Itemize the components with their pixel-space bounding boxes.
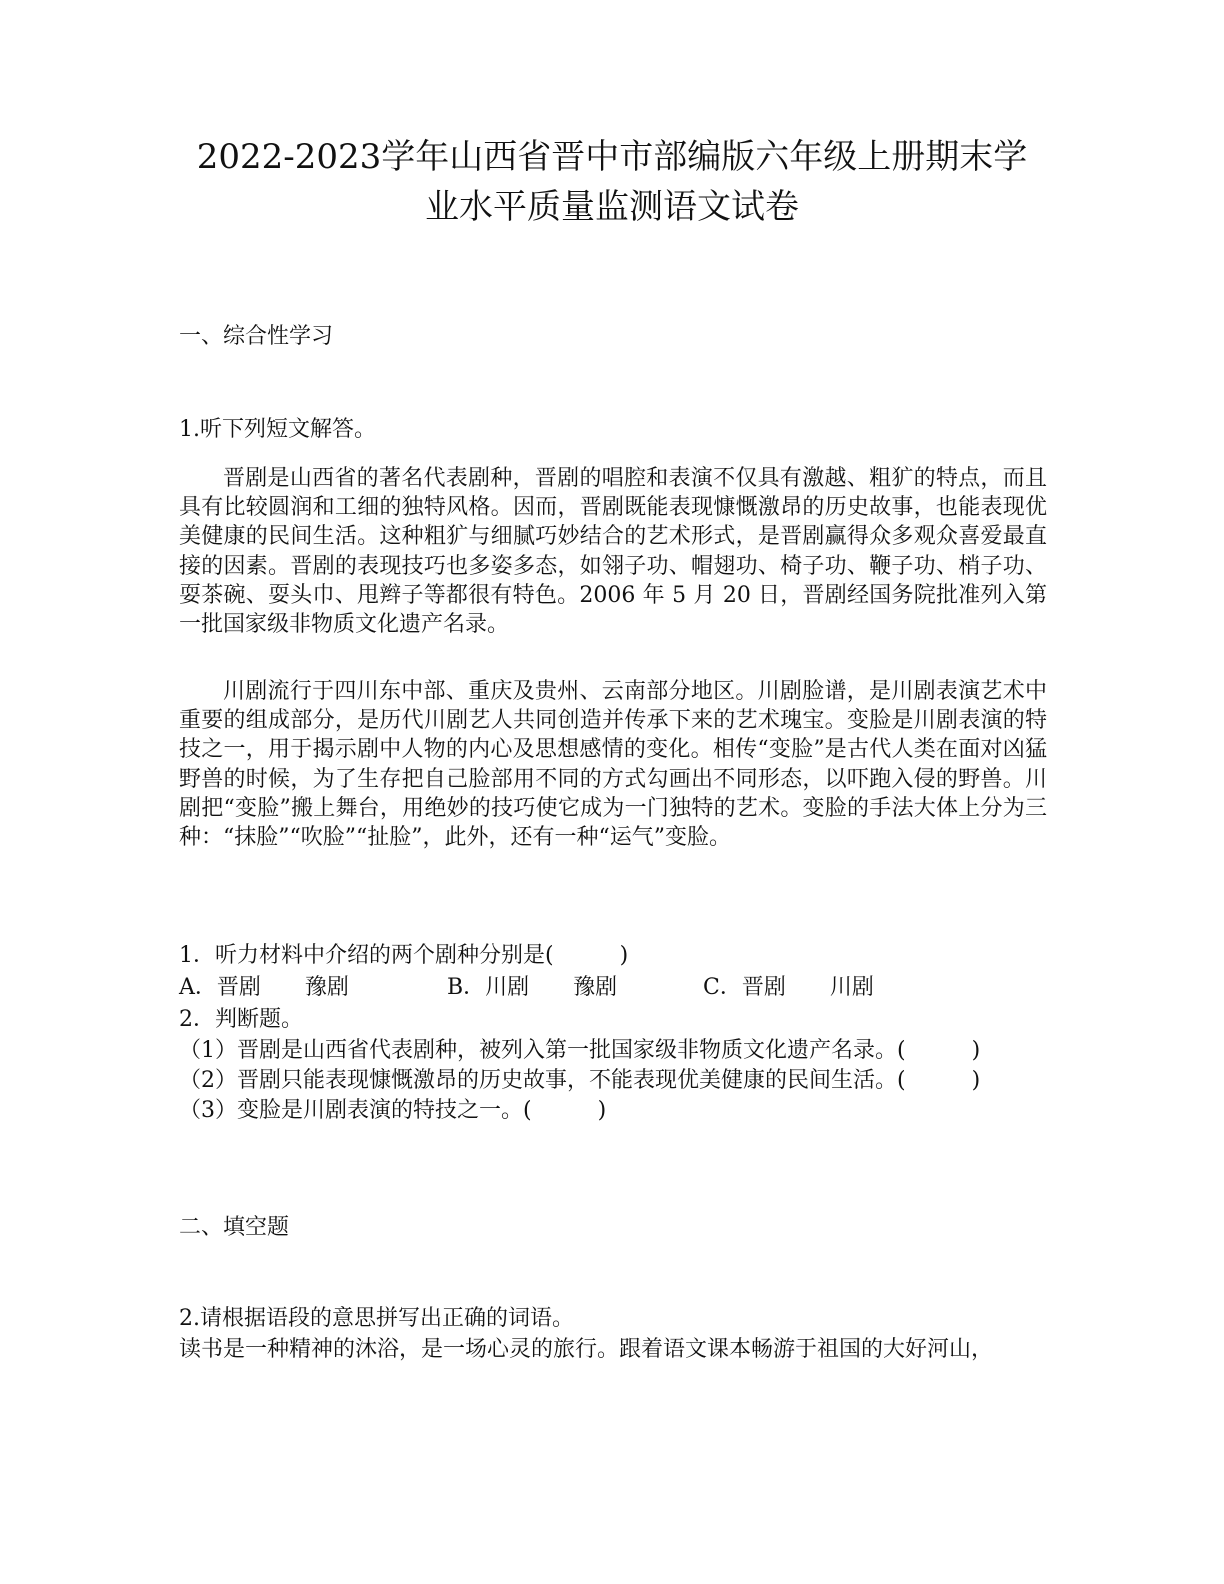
subquestion1-options — [179, 973, 1047, 1003]
option-b[interactable]: B．川剧 豫剧 — [447, 975, 618, 1000]
passage-chuanju: 川剧流行于四川东中部、重庆及贵州、云南部分地区。川剧脸谱，是川剧表演艺术中重要的组成部分，是历代川剧艺人共同创造并传承下来的艺术瑰宝。变脸是川剧表演的特技之一，用于揭示剧中人物的内心及思想感情的变化。相传“变脸”是古代人类在面对凶猛野兽的时候，为了生存把自己脸部用不同的方式勾画出不同形态，以吓跑入侵的野兽。川剧把“变脸”搬上舞台，用绝妙的技巧使它成为一门独特的艺术。变脸的手法大体上分为三种：“抹脸”“吹脸”“扯脸”，此外，还有一种“运气”变脸。 — [179, 679, 1047, 851]
passage-jinju: 晋剧是山西省的著名代表剧种，晋剧的唱腔和表演不仅具有激越、粗犷的特点，而且具有比较圆润和工细的独特风格。因而，晋剧既能表现慷慨激昂的历史故事，也能表现优美健康的民间生活。这种粗犷与细腻巧妙结合的艺术形式，是晋剧赢得众多观众喜爱最直接的因素。晋剧的表现技巧也多姿多态，如翎子功、帽翅功、椅子功、鞭子功、梢子功、耍茶碗、耍头巾、甩辫子等都很有特色。2006 年 5 月 20 日，晋剧经国务院批准列入第一批国家级非物质文化遗产名录。 — [179, 466, 1047, 638]
exam-title-line2: 业水平质量监测语文试卷 — [425, 187, 799, 227]
option-a[interactable]: A．晋剧 豫剧 — [179, 975, 349, 1000]
section1-heading: 一、综合性学习 — [179, 324, 334, 349]
subquestion1: 1．听力材料中介绍的两个剧种分别是( ) — [179, 943, 629, 968]
subquestion2: 2．判断题。 — [179, 1007, 303, 1032]
option-c[interactable]: C．晋剧 川剧 — [703, 975, 874, 1000]
exam-title — [150, 132, 1074, 232]
judge-item-3: （3）变脸是川剧表演的特技之一。( ) — [179, 1098, 607, 1123]
exam-title-line1: 2022-2023学年山西省晋中市部编版六年级上册期末学 — [196, 137, 1028, 177]
question2-text: 读书是一种精神的沐浴，是一场心灵的旅行。跟着语文课本畅游于祖国的大好河山， — [179, 1337, 994, 1362]
question2-prompt: 2.请根据语段的意思拼写出正确的词语。 — [179, 1306, 574, 1331]
judge-item-2: （2）晋剧只能表现慷慨激昂的历史故事，不能表现优美健康的民间生活。( ) — [179, 1068, 981, 1093]
section2-heading: 二、填空题 — [179, 1215, 290, 1240]
question1-prompt: 1.听下列短文解答。 — [179, 417, 376, 442]
judge-item-1: （1）晋剧是山西省代表剧种，被列入第一批国家级非物质文化遗产名录。( ) — [179, 1038, 981, 1063]
